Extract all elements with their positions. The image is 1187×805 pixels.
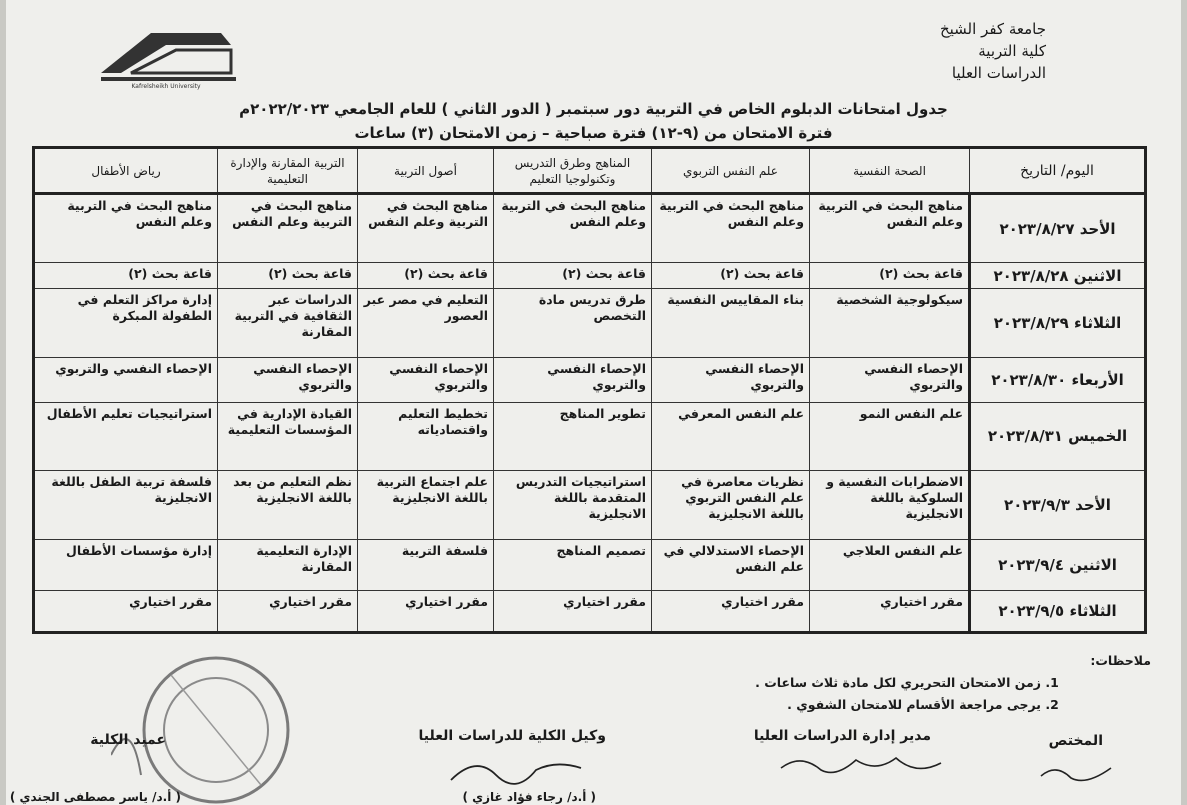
day-cell: الأحد ٢٠٢٣/٩/٣ — [970, 471, 1146, 540]
day-cell: الأحد ٢٠٢٣/٨/٢٧ — [970, 194, 1146, 263]
column-header: التربية المقارنة والإدارة التعليمية — [218, 148, 358, 194]
specialist-handwritten-signature — [1036, 758, 1116, 788]
exam-cell: إدارة مؤسسات الأطفال — [34, 540, 218, 591]
day-cell: الأربعاء ٢٠٢٣/٨/٣٠ — [970, 358, 1146, 402]
exam-schedule-table — [32, 146, 1147, 634]
column-header: الصحة النفسية — [810, 148, 970, 194]
table-row — [34, 402, 1146, 471]
exam-cell: مقرر اختياري — [218, 590, 358, 632]
exam-cell: الإحصاء النفسي والتربوي — [810, 358, 970, 402]
exam-cell: الإحصاء النفسي والتربوي — [358, 358, 494, 402]
table-row — [34, 289, 1146, 358]
exam-cell: علم اجتماع التربية باللغة الانجليزية — [358, 471, 494, 540]
exam-cell: الإحصاء النفسي والتربوي — [218, 358, 358, 402]
exam-cell: الإحصاء النفسي والتربوي — [34, 358, 218, 402]
exam-cell: مناهج البحث في التربية وعلم النفس — [218, 194, 358, 263]
exam-cell: قاعة بحث (٢) — [218, 263, 358, 289]
day-cell: الثلاثاء ٢٠٢٣/٨/٢٩ — [970, 289, 1146, 358]
column-header: اليوم/ التاريخ — [970, 148, 1146, 194]
exam-cell: نظريات معاصرة في علم النفس التربوي باللغة الانجليزية — [652, 471, 810, 540]
column-header: أصول التربية — [358, 148, 494, 194]
university-logo — [91, 25, 241, 90]
director-signature-label: مدير إدارة الدراسات العليا — [753, 728, 931, 744]
exam-cell: تطوير المناهج — [494, 402, 652, 471]
note-item: 2. يرجى مراجعة الأقسام للامتحان الشفوي . — [51, 694, 1041, 716]
exam-cell: استراتيجيات تعليم الأطفال — [34, 402, 218, 471]
dean-name: ( أ.د/ ياسر مصطفى الجندي ) — [9, 790, 181, 804]
note-item: 1. زمن الامتحان التحريري لكل مادة ثلاث ساعات . — [51, 672, 1041, 694]
table-header-row — [34, 148, 1146, 194]
exam-cell: الإحصاء الاستدلالي في علم النفس — [652, 540, 810, 591]
specialist-signature-label: المختص — [1048, 733, 1103, 749]
exam-cell: مقرر اختياري — [810, 590, 970, 632]
table-row — [34, 194, 1146, 263]
table-row — [34, 590, 1146, 632]
day-cell: الخميس ٢٠٢٣/٨/٣١ — [970, 402, 1146, 471]
exam-cell: علم النفس النمو — [810, 402, 970, 471]
column-header: المناهج وطرق التدريس وتكنولوجيا التعليم — [494, 148, 652, 194]
notes-heading: ملاحظات: — [1090, 653, 1151, 668]
exam-cell: قاعة بحث (٢) — [34, 263, 218, 289]
exam-cell: الاضطرابات النفسية و السلوكية باللغة الانجليزية — [810, 471, 970, 540]
table-row — [34, 358, 1146, 402]
exam-cell: الإحصاء النفسي والتربوي — [494, 358, 652, 402]
exam-cell: الإحصاء النفسي والتربوي — [652, 358, 810, 402]
exam-cell: طرق تدريس مادة التخصص — [494, 289, 652, 358]
exam-cell: القيادة الإدارية في المؤسسات التعليمية — [218, 402, 358, 471]
exam-cell: قاعة بحث (٢) — [810, 263, 970, 289]
exam-cell: استراتيجيات التدريس المتقدمة باللغة الانجليزية — [494, 471, 652, 540]
exam-cell: تخطيط التعليم واقتصادياته — [358, 402, 494, 471]
day-cell: الثلاثاء ٢٠٢٣/٩/٥ — [970, 590, 1146, 632]
document-sheet — [6, 0, 1181, 805]
exam-cell: التعليم في مصر عبر العصور — [358, 289, 494, 358]
exam-cell: مناهج البحث في التربية وعلم النفس — [34, 194, 218, 263]
department-name: الدراسات العليا — [951, 64, 1046, 82]
exam-cell: مناهج البحث في التربية وعلم النفس — [358, 194, 494, 263]
table-row — [34, 471, 1146, 540]
exam-cell: مقرر اختياري — [34, 590, 218, 632]
exam-cell: مقرر اختياري — [494, 590, 652, 632]
exam-cell: علم النفس العلاجي — [810, 540, 970, 591]
column-header: علم النفس التربوي — [652, 148, 810, 194]
faculty-name: كلية التربية — [978, 42, 1046, 60]
exam-cell: فلسفة التربية — [358, 540, 494, 591]
document-title: جدول امتحانات الدبلوم الخاص في التربية دور سبتمبر ( الدور الثاني ) للعام الجامعي ٢٠٢٢/٢٠٢٣م — [239, 100, 948, 118]
vice-dean-name: ( أ.د/ رجاء فؤاد غازي ) — [462, 790, 596, 804]
document-subtitle: فترة الامتحان من (٩-١٢) فترة صباحية – زمن الامتحان (٣) ساعات — [354, 124, 833, 142]
table-row — [34, 540, 1146, 591]
official-stamp — [111, 635, 311, 805]
exam-cell: تصميم المناهج — [494, 540, 652, 591]
director-handwritten-signature — [776, 748, 946, 783]
vice-dean-handwritten-signature — [446, 750, 586, 790]
exam-cell: مناهج البحث في التربية وعلم النفس — [810, 194, 970, 263]
exam-cell: مناهج البحث في التربية وعلم النفس — [652, 194, 810, 263]
exam-cell: مقرر اختياري — [358, 590, 494, 632]
dean-signature-label: عميد الكلية — [90, 732, 166, 748]
exam-cell: بناء المقاييس النفسية — [652, 289, 810, 358]
logo-caption: Kafrelsheikh University — [131, 83, 201, 90]
exam-cell: الدراسات عبر الثقافية في التربية المقارنة — [218, 289, 358, 358]
exam-cell: قاعة بحث (٢) — [494, 263, 652, 289]
exam-cell: نظم التعليم من بعد باللغة الانجليزية — [218, 471, 358, 540]
exam-cell: مناهج البحث في التربية وعلم النفس — [494, 194, 652, 263]
column-header: رياض الأطفال — [34, 148, 218, 194]
day-cell: الاثنين ٢٠٢٣/٨/٢٨ — [970, 263, 1146, 289]
day-cell: الاثنين ٢٠٢٣/٩/٤ — [970, 540, 1146, 591]
exam-cell: فلسفة تربية الطفل باللغة الانجليزية — [34, 471, 218, 540]
university-header — [940, 18, 1046, 84]
university-name: جامعة كفر الشيخ — [939, 20, 1046, 38]
table-row — [34, 263, 1146, 289]
exam-cell: سيكولوجية الشخصية — [810, 289, 970, 358]
exam-cell: علم النفس المعرفي — [652, 402, 810, 471]
exam-cell: قاعة بحث (٢) — [358, 263, 494, 289]
exam-cell: إدارة مراكز التعلم في الطفولة المبكرة — [34, 289, 218, 358]
exam-cell: قاعة بحث (٢) — [652, 263, 810, 289]
vice-dean-signature-label: وكيل الكلية للدراسات العليا — [418, 728, 606, 744]
exam-cell: الإدارة التعليمية المقارنة — [218, 540, 358, 591]
exam-cell: مقرر اختياري — [652, 590, 810, 632]
